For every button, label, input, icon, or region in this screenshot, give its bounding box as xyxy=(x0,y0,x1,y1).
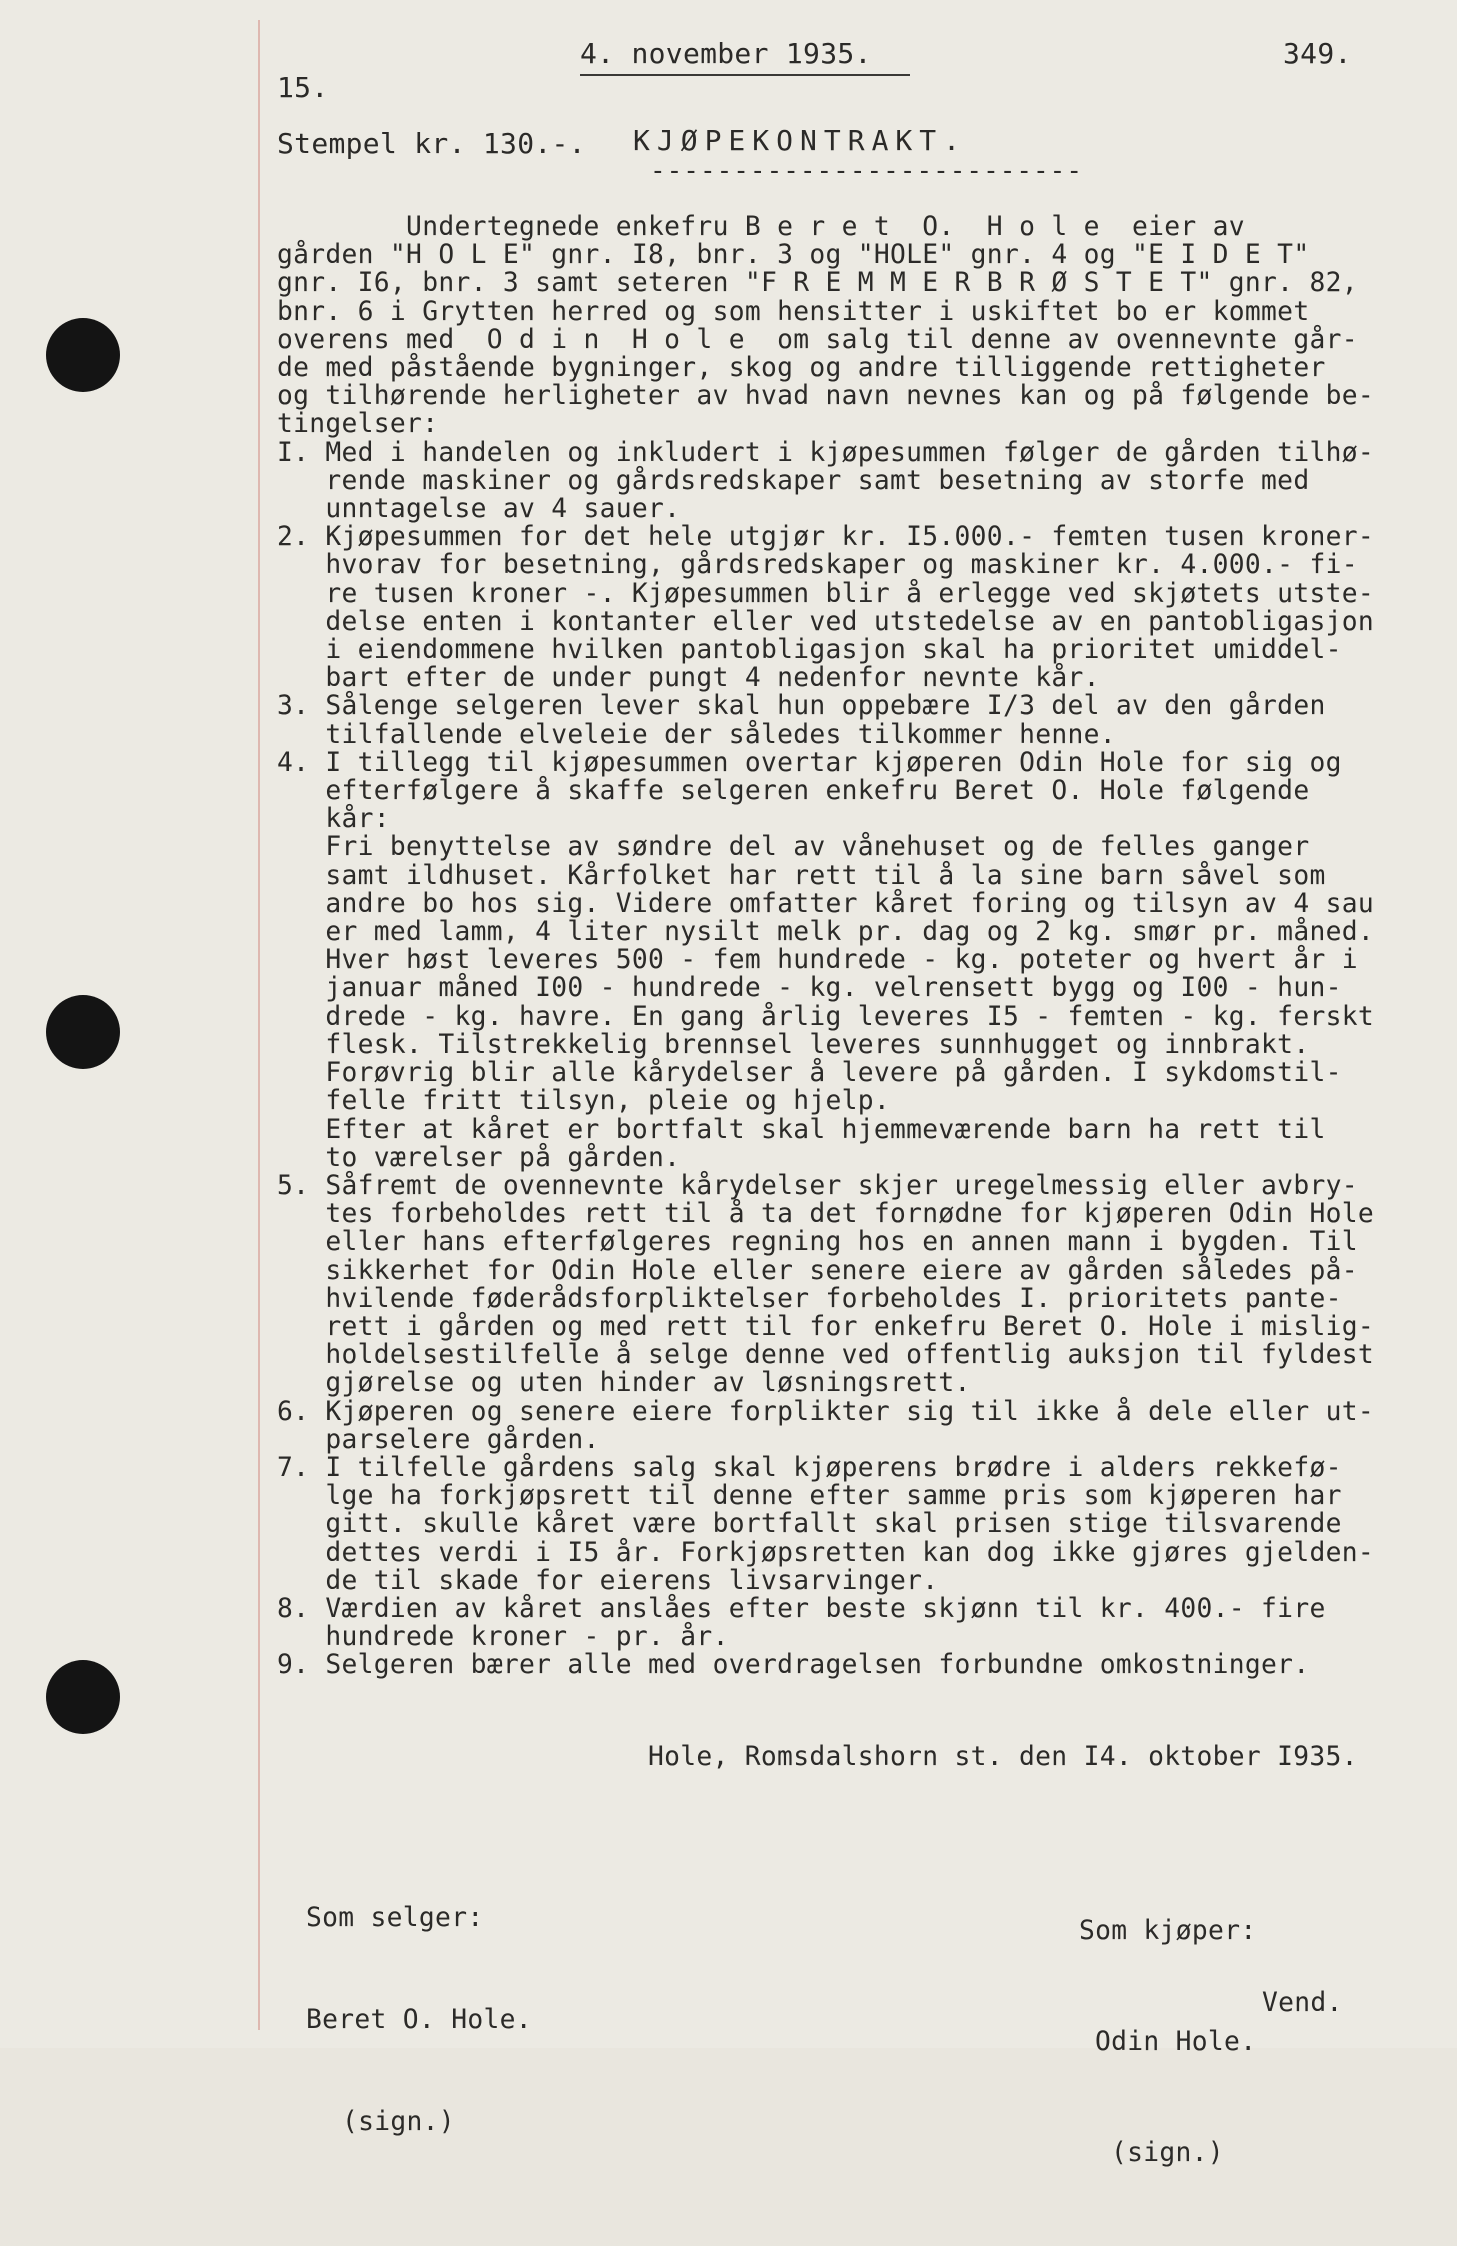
body-line: rett i gården og med rett til for enkefru Beret O. Hole i mislig- xyxy=(277,1311,1374,1342)
body-line: 8. Værdien av kåret anslåes efter beste skjønn til kr. 400.- fire xyxy=(277,1593,1326,1624)
entry-number: 15. xyxy=(277,71,329,104)
body-line: to værelser på gården. xyxy=(277,1142,681,1173)
body-line: 9. Selgeren bærer alle med overdragelsen forbundne omkostninger. xyxy=(277,1650,1310,1681)
seller-role: Som selger: xyxy=(306,1903,484,1933)
body-line: gården "H O L E" gnr. I8, bnr. 3 og "HOLE" gnr. 4 og "E I D E T" xyxy=(277,240,1310,271)
document-title: KJØPEKONTRAKT. xyxy=(633,124,968,157)
body-line: holdelsestilfelle å selge denne ved offentlig auksjon til fyldest xyxy=(277,1340,1374,1371)
body-line: unntagelse av 4 sauer. xyxy=(277,494,681,525)
body-line: eller hans efterfølgeres regning hos en annen mann i bygden. Til xyxy=(277,1227,1358,1258)
body-line: lge ha forkjøpsrett til denne efter samme pris som kjøperen har xyxy=(277,1481,1342,1512)
body-line: Fri benyttelse av søndre del av vånehuset og de felles ganger xyxy=(277,832,1310,863)
body-line: gjørelse og uten hinder av løsningsrett. xyxy=(277,1368,971,1399)
body-line: og tilhørende herligheter av hvad navn nevnes kan og på følgende be- xyxy=(277,381,1374,412)
body-line: 2. Kjøpesummen for det hele utgjør kr. I5.000.- femten tusen kroner- xyxy=(277,522,1374,553)
buyer-sign: (sign.) xyxy=(1111,2138,1224,2168)
body-line: I. Med i handelen og inkludert i kjøpesummen følger de gården tilhø- xyxy=(277,437,1374,468)
punch-hole xyxy=(46,318,120,392)
body-line: tilfallende elveleie der således tilkommer henne. xyxy=(277,719,1116,750)
body-line: efterfølgere å skaffe selgeren enkefru Beret O. Hole følgende xyxy=(277,776,1310,807)
stamp-fee: Stempel kr. 130.-. xyxy=(277,127,586,160)
body-line: tes forbeholdes rett til å ta det fornødne for kjøperen Odin Hole xyxy=(277,1199,1374,1230)
body-line: januar måned I00 - hundrede - kg. velrensett bygg og I00 - hun- xyxy=(277,973,1342,1004)
body-line: Forøvrig blir alle kårydelser å levere på gården. I sykdomstil- xyxy=(277,1058,1342,1089)
body-line: hundrede kroner - pr. år. xyxy=(277,1622,729,1653)
body-line: de til skade for eierens livsarvinger. xyxy=(277,1565,939,1596)
margin-line xyxy=(258,20,260,2030)
body-line: sikkerhet for Odin Hole eller senere eiere av gården således på- xyxy=(277,1255,1358,1286)
body-line: re tusen kroner -. Kjøpesummen blir å erlegge ved skjøtets utste- xyxy=(277,578,1374,609)
body-line: Hver høst leveres 500 - fem hundrede - kg. poteter og hvert år i xyxy=(277,945,1358,976)
body-line: bart efter de under pungt 4 nedenfor nevnte kår. xyxy=(277,663,1100,694)
turn-page-note: Vend. xyxy=(1262,1988,1343,2018)
buyer-signature-block xyxy=(1079,1839,1256,2246)
body-line: Undertegnede enkefru B e r e t O. H o l e eier av xyxy=(277,212,1245,242)
place-date: Hole, Romsdalshorn st. den I4. oktober I935. xyxy=(648,1742,1358,1772)
seller-name: Beret O. Hole. xyxy=(306,2005,532,2035)
body-line: hvilende føderådsforpliktelser forbeholdes I. prioritets pante- xyxy=(277,1283,1342,1314)
body-line: gitt. skulle kåret være bortfallt skal prisen stige tilsvarende xyxy=(277,1509,1342,1540)
body-line: dettes verdi i I5 år. Forkjøpsretten kan dog ikke gjøres gjelden- xyxy=(277,1537,1374,1568)
body-line: kår: xyxy=(277,804,390,835)
body-line: samt ildhuset. Kårfolket har rett til å la sine barn såvel som xyxy=(277,860,1326,891)
contract-body xyxy=(277,213,1374,1680)
body-line: felle fritt tilsyn, pleie og hjelp. xyxy=(277,1086,891,1117)
body-line: andre bo hos sig. Videre omfatter kåret foring og tilsyn av 4 sau xyxy=(277,888,1374,919)
body-line: Efter at kåret er bortfalt skal hjemmeværende barn ha rett til xyxy=(277,1114,1326,1145)
seller-signature-block xyxy=(306,1833,532,2207)
body-line: 4. I tillegg til kjøpesummen overtar kjøperen Odin Hole for sig og xyxy=(277,747,1342,778)
body-line: de med påstående bygninger, skog og andre tilliggende rettigheter xyxy=(277,353,1326,384)
body-line: bnr. 6 i Grytten herred og som hensitter i uskiftet bo er kommet xyxy=(277,296,1310,327)
header-date: 4. november 1935. xyxy=(580,37,872,70)
body-line: hvorav for besetning, gårdsredskaper og maskiner kr. 4.000.- fi- xyxy=(277,550,1358,581)
body-line: 7. I tilfelle gårdens salg skal kjøperens brødre i alders rekkefø- xyxy=(277,1452,1342,1483)
body-line: tingelser: xyxy=(277,409,439,440)
body-line: rende maskiner og gårdsredskaper samt besetning av storfe med xyxy=(277,465,1310,496)
title-rule: -------------------------- xyxy=(650,156,1083,186)
body-line: flesk. Tilstrekkelig brennsel leveres sunnhugget og innbrakt. xyxy=(277,1029,1310,1060)
body-line: delse enten i kontanter eller ved utstedelse av en pantobligasjon xyxy=(277,606,1374,637)
buyer-name: Odin Hole. xyxy=(1095,2027,1257,2057)
body-line: parselere gården. xyxy=(277,1424,600,1455)
body-line: 3. Sålenge selgeren lever skal hun oppebære I/3 del av den gården xyxy=(277,691,1326,722)
seller-sign: (sign.) xyxy=(342,2107,455,2137)
body-line: i eiendommene hvilken pantobligasjon skal ha prioritet umiddel- xyxy=(277,635,1342,666)
body-line: er med lamm, 4 liter nysilt melk pr. dag og 2 kg. smør pr. måned. xyxy=(277,917,1374,948)
buyer-role: Som kjøper: xyxy=(1079,1916,1257,1946)
punch-hole xyxy=(46,995,120,1069)
header-date-underline xyxy=(580,74,910,76)
page-number: 349. xyxy=(1283,37,1352,70)
body-line: 6. Kjøperen og senere eiere forplikter sig til ikke å dele eller ut- xyxy=(277,1396,1374,1427)
body-line: gnr. I6, bnr. 3 samt seteren "F R E M M E R B R Ø S T E T" gnr. 82, xyxy=(277,268,1358,299)
punch-hole xyxy=(46,1660,120,1734)
body-line: overens med O d i n H o l e om salg til denne av ovennevnte går- xyxy=(277,324,1358,355)
body-line: drede - kg. havre. En gang årlig leveres I5 - femten - kg. ferskt xyxy=(277,1001,1374,1032)
body-line: 5. Såfremt de ovennevnte kårydelser skjer uregelmessig eller avbry- xyxy=(277,1170,1358,1201)
